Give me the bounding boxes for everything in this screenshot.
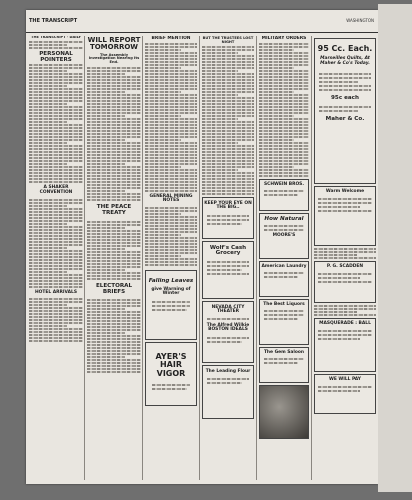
will-report-heading: WILL REPORT TOMORROW [87, 36, 141, 52]
quilts-ad-footer: Maher & Co. [325, 115, 365, 122]
leading-flour-ad [202, 365, 254, 419]
masquerade-ad [314, 318, 376, 372]
how-natural-title: How Natural [264, 215, 304, 222]
gem-saloon-title: The Gem Saloon [263, 349, 305, 355]
masthead [26, 14, 378, 33]
wolfs-grocery-ad [202, 241, 254, 299]
brief-mention-heading: BRIEF MENTION [151, 36, 191, 41]
quilts-ad-subtitle: Marseilles Quilts, At Maher & Co's Today. [320, 56, 370, 67]
best-liquors-title: The Best Liquors [263, 301, 305, 307]
masquerade-title: MASQUERADE : BALL [319, 321, 371, 326]
falling-leaves-ad [145, 270, 197, 340]
column-4 [202, 36, 254, 480]
gem-saloon-ad [259, 347, 309, 383]
american-laundry-ad [259, 261, 309, 297]
theater-title: NEVADA CITY THEATER [211, 304, 245, 315]
warm-welcome-title: Warm Welcome [325, 189, 365, 194]
schwein-bros-ad [259, 179, 309, 211]
keep-your-eye-ad [202, 197, 254, 239]
masthead-right: WASHINGTON [346, 18, 374, 23]
hair-vigor-title: AYER'S HAIR VIGOR [155, 351, 187, 378]
american-laundry-title: American Laundry [261, 263, 307, 269]
scadden-ad [314, 261, 376, 303]
moores-title: MOORE'S [272, 233, 296, 239]
best-liquors-ad [259, 299, 309, 345]
quilts-ad-price: 95c each [331, 94, 359, 101]
flour-sack-image [259, 385, 309, 439]
how-natural-ad [259, 213, 309, 259]
hotel-arrivals-heading: HOTEL ARRIVALS [35, 289, 77, 295]
electoral-briefs-heading: ELECTORAL BRIEFS [95, 282, 133, 295]
column-1: THE TRANSCRIPT · DAILY PERSONAL POINTERS A SHAKER CONVENTION HOTEL ARRIVALS [29, 36, 83, 480]
leading-flour-title: The Leading Flour [205, 368, 251, 374]
column-5 [259, 36, 309, 480]
trustees-heading: BUT THE TRUSTEES LOST NIGHT [202, 36, 254, 44]
masthead-title: THE TRANSCRIPT [29, 18, 78, 24]
column-1-heading: PERSONAL POINTERS [39, 50, 73, 63]
we-will-pay-title: WE WILL PAY [329, 377, 361, 382]
military-orders-heading: MILITARY ORDERS [261, 36, 307, 41]
column-6 [314, 36, 376, 480]
column-2 [87, 36, 141, 480]
keep-your-eye-title: KEEP YOUR EYE ON THE BIG.. [204, 200, 252, 211]
will-report-subheading: The Assembly Investigation Nearing Its End. [88, 52, 140, 65]
falling-leaves-title: Falling Leaves [148, 277, 194, 284]
quilts-ad-title: 95 Cc. Each. [317, 44, 373, 53]
shaker-convention-heading: A SHAKER CONVENTION [39, 185, 73, 196]
peace-treaty-heading: THE PEACE TREATY [96, 203, 132, 216]
scadden-title: P. G. SCADDEN [326, 264, 364, 269]
quilts-ad [314, 38, 376, 184]
column-3 [145, 36, 197, 480]
falling-leaves-subtitle: give Warning of Winter [151, 286, 191, 297]
newspaper-page [26, 10, 378, 484]
schwein-bros-title: SCHWEIN BROS. [263, 181, 305, 187]
wolfs-grocery-title: Wolf's Cash Grocery [209, 244, 247, 257]
theater-ad [202, 301, 254, 363]
we-will-pay-ad [314, 374, 376, 414]
mining-notes-heading: GENERAL MINING NOTES [149, 193, 193, 204]
next-page-edge [378, 4, 412, 492]
warm-welcome-ad [314, 186, 376, 246]
hair-vigor-ad [145, 342, 197, 406]
theater-subtitle: The Alfred Wilkie BOSTON IDEALS [206, 322, 250, 333]
